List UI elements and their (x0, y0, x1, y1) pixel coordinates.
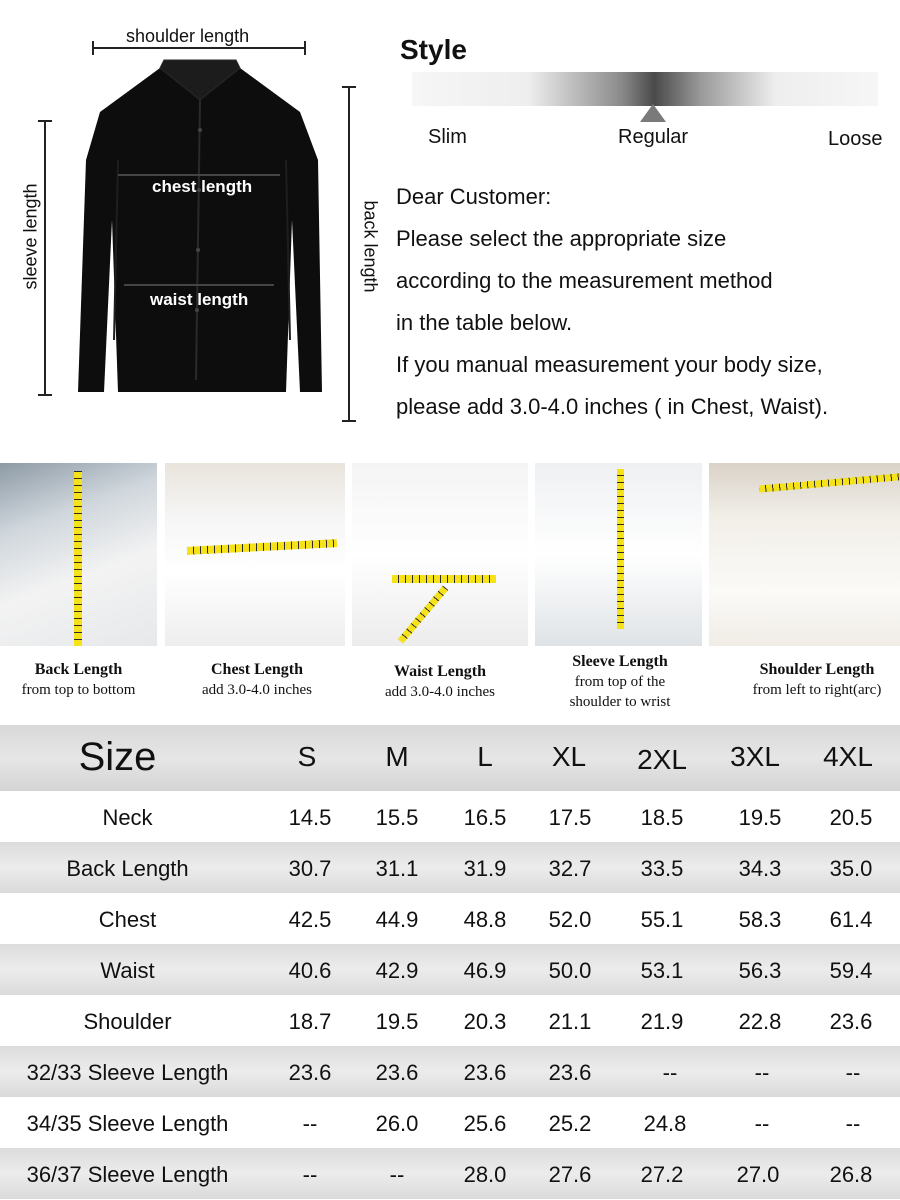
table-cell: 24.8 (643, 1111, 687, 1136)
table-cell: 17.5 (548, 805, 592, 830)
table-cell: 56.3 (738, 958, 782, 983)
table-cell: 15.5 (375, 805, 419, 830)
sleeve-length-label: sleeve length (20, 183, 41, 290)
row-label: Shoulder (83, 1009, 172, 1034)
table-cell: 58.3 (738, 907, 782, 932)
photo-waist-length (352, 463, 528, 646)
table-cell: 30.7 (288, 856, 332, 881)
note-line: according to the measurement method (396, 268, 773, 293)
caption-text: add 3.0-4.0 inches (202, 682, 312, 698)
back-length-label: back length (360, 200, 381, 293)
table-row (0, 995, 900, 1046)
size-header-cell: 2XL (637, 744, 687, 775)
size-header-cell: XL (551, 741, 587, 772)
caption-title: Waist Length (393, 663, 486, 680)
caption-text: add 3.0-4.0 inches (385, 684, 495, 700)
table-row (0, 893, 900, 944)
table-cell: 19.5 (738, 805, 782, 830)
table-cell: -- (662, 1060, 678, 1085)
row-label: 32/33 Sleeve Length (26, 1060, 229, 1085)
style-pointer-triangle-icon (640, 104, 666, 122)
caption-waist-length (352, 662, 528, 702)
table-cell: -- (754, 1060, 770, 1085)
table-cell: 40.6 (288, 958, 332, 983)
note-line: please add 3.0-4.0 inches ( in Chest, Waist). (396, 394, 829, 419)
size-chart-table (0, 725, 900, 1199)
table-cell: 21.9 (640, 1009, 684, 1034)
table-cell: 42.5 (288, 907, 332, 932)
note-line: If you manual measurement your body size, (396, 352, 823, 377)
row-label: 34/35 Sleeve Length (26, 1111, 229, 1136)
waist-length-label: waist length (150, 290, 249, 309)
note-line: Dear Customer: (396, 184, 552, 209)
shoulder-length-label: shoulder length (126, 26, 250, 46)
table-cell: 20.5 (829, 805, 873, 830)
table-cell: 27.2 (640, 1162, 684, 1187)
table-cell: 25.2 (548, 1111, 592, 1136)
table-cell: 18.5 (640, 805, 684, 830)
table-cell: 27.6 (548, 1162, 592, 1187)
caption-chest-length (165, 660, 349, 700)
table-cell: 23.6 (829, 1009, 873, 1034)
table-cell: 46.9 (463, 958, 507, 983)
table-cell: 23.6 (375, 1060, 419, 1085)
table-cell: 26.8 (829, 1162, 873, 1187)
table-row (0, 1046, 900, 1097)
table-cell: 23.6 (288, 1060, 332, 1085)
caption-text: from top of the (574, 674, 666, 690)
shirt-measurement-diagram (0, 0, 390, 440)
table-cell: -- (389, 1162, 405, 1187)
size-header-cell: L (477, 741, 493, 772)
photo-sleeve-length (535, 463, 702, 646)
size-header-row (0, 725, 900, 791)
table-cell: -- (302, 1162, 318, 1187)
size-corner-label: Size (78, 735, 157, 779)
caption-sleeve-length (535, 652, 705, 712)
row-label: 36/37 Sleeve Length (26, 1162, 229, 1187)
style-title: Style (400, 34, 467, 65)
row-label: Waist (100, 958, 155, 983)
note-line: in the table below. (396, 310, 573, 335)
table-cell: 50.0 (548, 958, 592, 983)
table-cell: 32.7 (548, 856, 592, 881)
table-cell: -- (845, 1111, 861, 1136)
table-cell: 16.5 (463, 805, 507, 830)
table-cell: 21.1 (548, 1009, 592, 1034)
caption-text: from top to bottom (21, 682, 136, 698)
table-cell: 42.9 (375, 958, 419, 983)
table-row (0, 842, 900, 893)
table-cell: -- (845, 1060, 861, 1085)
customer-note (396, 176, 896, 428)
table-cell: 26.0 (375, 1111, 419, 1136)
photo-back-length (0, 463, 157, 646)
table-cell: 31.1 (375, 856, 419, 881)
size-header-cell: 4XL (823, 741, 873, 772)
size-header-cell: S (297, 741, 317, 772)
caption-text: shoulder to wrist (569, 694, 671, 710)
table-cell: 52.0 (548, 907, 592, 932)
black-shirt-illustration (0, 0, 390, 440)
table-cell: 22.8 (738, 1009, 782, 1034)
table-cell: 20.3 (463, 1009, 507, 1034)
table-cell: 28.0 (463, 1162, 507, 1187)
table-row (0, 1097, 900, 1148)
table-cell: 59.4 (829, 958, 873, 983)
table-cell: 34.3 (738, 856, 782, 881)
style-fit-gradient-bar (412, 72, 878, 106)
table-cell: 35.0 (829, 856, 873, 881)
caption-title: Sleeve Length (572, 653, 668, 670)
table-cell: 33.5 (640, 856, 684, 881)
table-cell: 53.1 (640, 958, 684, 983)
table-cell: -- (754, 1111, 770, 1136)
table-row (0, 1148, 900, 1199)
size-header-cell: 3XL (730, 741, 780, 772)
table-cell: 55.1 (640, 907, 684, 932)
table-cell: 25.6 (463, 1111, 507, 1136)
caption-title: Chest Length (210, 661, 303, 678)
table-cell: -- (302, 1111, 318, 1136)
table-row (0, 791, 900, 842)
table-row (0, 944, 900, 995)
chest-length-label: chest length (152, 177, 253, 196)
row-label: Neck (102, 805, 153, 830)
style-option-regular: Regular (618, 126, 689, 148)
note-line: Please select the appropriate size (396, 226, 727, 251)
table-cell: 27.0 (736, 1162, 780, 1187)
table-cell: 19.5 (375, 1009, 419, 1034)
caption-title: Back Length (34, 661, 123, 678)
table-cell: 18.7 (288, 1009, 332, 1034)
caption-text: from left to right(arc) (752, 682, 882, 698)
table-cell: 23.6 (548, 1060, 592, 1085)
style-option-loose: Loose (828, 128, 883, 150)
table-cell: 14.5 (288, 805, 332, 830)
style-option-slim: Slim (428, 126, 467, 148)
caption-title: Shoulder Length (759, 661, 875, 678)
row-label: Chest (98, 907, 157, 932)
photo-chest-length (165, 463, 345, 646)
caption-back-length (0, 660, 157, 700)
size-header-cell: M (385, 741, 409, 772)
table-cell: 44.9 (375, 907, 419, 932)
table-cell: 48.8 (463, 907, 507, 932)
table-cell: 61.4 (829, 907, 873, 932)
caption-shoulder-length (727, 660, 900, 700)
photo-shoulder-length (709, 463, 900, 646)
table-cell: 31.9 (463, 856, 507, 881)
table-cell: 23.6 (463, 1060, 507, 1085)
row-label: Back Length (66, 856, 189, 881)
